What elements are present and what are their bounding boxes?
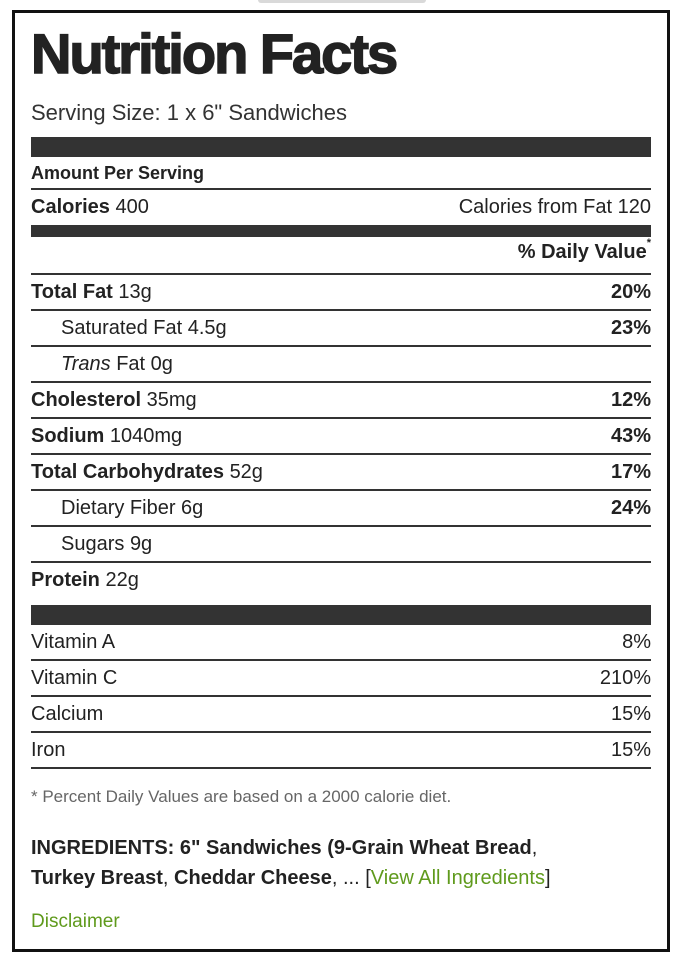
nutrient-amount: 0g <box>150 352 173 375</box>
nutrient-name-cell <box>31 533 152 556</box>
calories-from-fat: Calories from Fat 120 <box>458 195 651 218</box>
daily-value-footnote: * Percent Daily Values are based on a 2000 calorie diet. <box>31 787 452 806</box>
ingredients-text <box>31 833 671 893</box>
vitamin-dv: 15% <box>610 738 651 761</box>
nutrient-amount: 22g <box>105 568 139 591</box>
nutrient-label: Sugars <box>61 532 125 555</box>
nutrient-label: Saturated Fat <box>61 316 183 339</box>
nutrient-dv: 23% <box>610 316 651 339</box>
ingredient-item: Cheddar Cheese <box>174 867 332 889</box>
calories-value: 400 <box>115 195 149 218</box>
vitamin-label: Calcium <box>31 702 104 725</box>
nutrient-name-cell <box>31 461 263 484</box>
nutrient-label: Dietary Fiber <box>61 496 176 519</box>
nutrient-amount: 1040mg <box>109 424 183 447</box>
nutrient-row-total-fat <box>31 275 651 309</box>
amount-per-serving: Amount Per Serving <box>31 163 205 183</box>
nutrient-label-italic: Trans <box>61 352 111 375</box>
nutrient-name-cell <box>31 317 227 340</box>
vitamin-dv: 8% <box>622 630 651 653</box>
nutrition-label <box>12 10 670 952</box>
nutrient-amount: 6g <box>181 496 204 519</box>
nutrient-row-cholesterol <box>31 383 651 417</box>
mineral-row-iron <box>31 733 651 767</box>
nutrient-name-cell <box>31 425 182 448</box>
divider <box>31 767 651 769</box>
nutrient-amount: 52g <box>229 460 263 483</box>
nutrient-row-sodium <box>31 419 651 453</box>
nutrient-amount: 35mg <box>146 388 197 411</box>
calories-row <box>31 190 651 224</box>
nutrient-row-sugars <box>31 527 651 561</box>
nutrient-name-cell <box>31 281 152 304</box>
ingredient-separator: , <box>162 867 169 889</box>
disclaimer-link[interactable]: Disclaimer <box>31 911 120 932</box>
daily-value-header <box>517 237 651 264</box>
nutrient-name-cell <box>31 497 203 520</box>
nutrient-row-saturated-fat <box>31 311 651 345</box>
nutrient-row-protein <box>31 563 651 597</box>
medium-divider <box>31 225 651 237</box>
vitamin-dv: 210% <box>599 666 651 689</box>
nutrient-amount: 9g <box>129 532 153 555</box>
nutrient-row-dietary-fiber <box>31 491 651 525</box>
ingredient-item: 9-Grain Wheat Bread <box>333 837 532 859</box>
calories-label: Calories <box>31 195 110 218</box>
nutrient-label: Cholesterol <box>31 388 142 411</box>
vitamin-dv: 15% <box>610 702 651 725</box>
nutrient-amount: 4.5g <box>187 316 227 339</box>
nutrient-label: Sodium <box>31 424 105 447</box>
nutrient-dv: 20% <box>610 280 651 303</box>
mineral-row-calcium <box>31 697 651 731</box>
nutrient-name-cell <box>31 353 173 376</box>
ingredient-item: Turkey Breast <box>31 867 163 889</box>
vitamin-label: Vitamin C <box>31 666 118 689</box>
ingredient-bracket: ] <box>544 867 551 889</box>
nutrient-label: Total Fat <box>31 280 113 303</box>
thick-divider <box>31 605 651 625</box>
nutrient-dv: 24% <box>610 496 651 519</box>
daily-value-asterisk: * <box>646 237 651 250</box>
vitamin-label: Vitamin A <box>31 630 116 653</box>
nutrient-row-total-carbohydrates <box>31 455 651 489</box>
nutrient-label: Protein <box>31 568 100 591</box>
daily-value-header-text: % Daily Value <box>517 241 647 263</box>
serving-size: Serving Size: 1 x 6" Sandwiches <box>31 100 347 125</box>
nutrient-name-cell <box>31 569 139 592</box>
top-handle <box>258 0 426 3</box>
nutrition-title: Nutrition Facts <box>31 22 397 85</box>
nutrient-amount: 13g <box>118 280 152 303</box>
nutrient-label: Total Carbohydrates <box>31 460 224 483</box>
view-all-ingredients-link[interactable]: View All Ingredients <box>370 867 545 889</box>
vitamin-row-a <box>31 625 651 659</box>
ingredient-separator: , <box>531 837 538 859</box>
vitamin-row-c <box>31 661 651 695</box>
ingredients-prefix: INGREDIENTS: 6" Sandwiches ( <box>31 837 334 859</box>
thick-divider <box>31 137 651 157</box>
nutrient-dv: 12% <box>610 388 651 411</box>
calories-cell <box>31 196 149 219</box>
vitamin-label: Iron <box>31 738 66 761</box>
nutrient-dv: 17% <box>610 460 651 483</box>
nutrient-name-cell <box>31 389 197 412</box>
nutrient-dv: 43% <box>610 424 651 447</box>
ingredient-separator: , ... [ <box>331 867 371 889</box>
nutrient-label-rest: Fat <box>116 352 146 375</box>
nutrient-row-trans-fat <box>31 347 651 381</box>
